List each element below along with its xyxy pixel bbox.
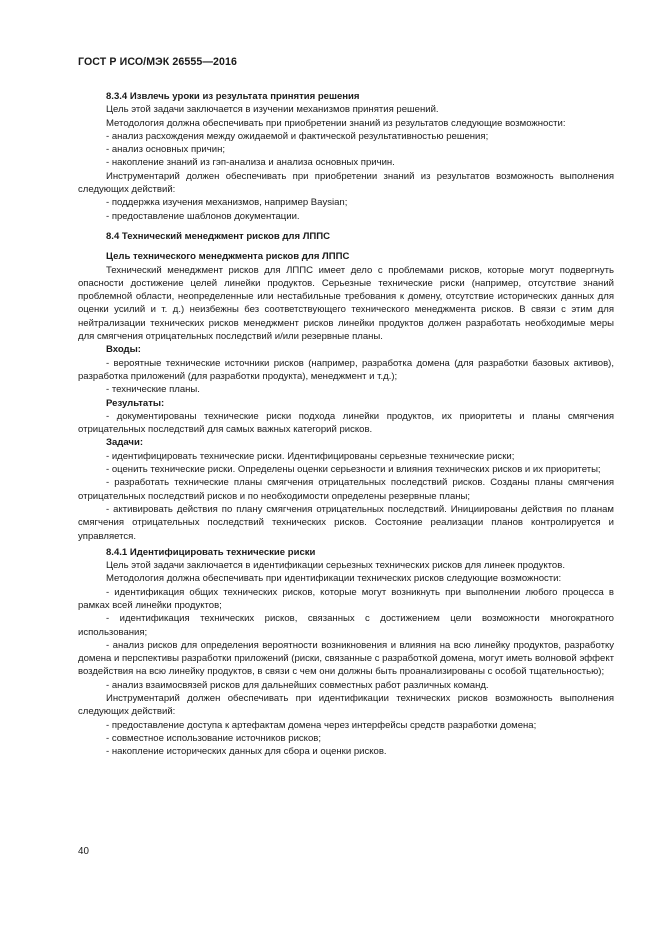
list-item: - оценить технические риски. Определены оценки серьезности и влияния технических рисков и их приоритеты; — [106, 464, 601, 476]
paragraph: Цель этой задачи заключается в идентификации серьезных технических рисков для линеек продуктов. — [106, 560, 565, 572]
list-item: - предоставление доступа к артефактам домена через интерфейсы средств разработки домена; — [106, 719, 537, 731]
subsection-heading: Цель технического менеджмента рисков для ЛППС — [106, 251, 350, 263]
list-item: - предоставление шаблонов документации. — [106, 210, 300, 222]
outputs-label: Результаты: — [106, 397, 165, 409]
list-item: - идентификация общих технических рисков, которые могут возникнуть при выполнении любого процесса в рамках всей линейки продуктов; — [78, 586, 614, 611]
paragraph: Инструментарий должен обеспечивать при идентификации технических рисков возможность выполнения следующих действий: — [78, 693, 614, 718]
paragraph: Технический менеджмент рисков для ЛППС имеет дело с проблемами рисков, которые могут подвергнуть опасности достижение целей линейки продуктов. Серьезные технические риски (например, отсутствие знаний проблемной области, неопределенные или нестабильные требования к домену, отсутствие исторических данных для оценки усилий и т. д.) неизбежны без соответствующего технического менеджмента рисков. В связи с этим для нейтрализации технических рисков менеджмент рисков линейки продуктов должен разработать необходимые меры для смягчения отрицательных последствий и/или резервные планы. — [78, 264, 614, 343]
list-item: - поддержка изучения механизмов, например Baysian; — [106, 197, 348, 209]
list-item: - вероятные технические источники рисков (например, разработка домена (для разработки базовых активов), разработка приложений (для разработки продукта), менеджмент и т.д.); — [78, 357, 614, 382]
list-item: - анализ рисков для определения вероятности возникновения и влияния на всю линейку продуктов, разработку домена и перспективы разработки приложений (риски, связанные с разработкой домена, могут иметь волновой эффект воздействия на всю линейку продуктов, в связи с чем они должны быть проанализированы с особой тщательностью); — [78, 639, 614, 678]
list-item: - анализ взаимосвязей рисков для дальнейших совместных работ различных команд. — [106, 679, 489, 691]
section-8-3-4 — [78, 90, 614, 223]
inputs-label: Входы: — [106, 344, 141, 356]
page-number: 40 — [78, 846, 89, 857]
list-item: - идентификация технических рисков, связанных с достижением цели возможности многократного использования; — [78, 613, 614, 638]
section-8-4 — [78, 230, 614, 543]
paragraph: Методология должна обеспечивать при приобретении знаний из результатов следующие возможности: — [106, 117, 566, 129]
section-heading: 8.3.4 Извлечь уроки из результата принятия решения — [106, 91, 360, 102]
list-item: - анализ расхождения между ожидаемой и фактической результативностью решения; — [106, 130, 489, 142]
list-item: - накопление знаний из гэп-анализа и анализа основных причин. — [106, 157, 395, 169]
list-item: - идентифицировать технические риски. Идентифицированы серьезные технические риски; — [106, 450, 515, 462]
list-item: - разработать технические планы смягчения отрицательных последствий рисков. Созданы планы смягчения отрицательных последствий рисков и по необходимости определены резервные планы; — [78, 477, 614, 502]
paragraph: Цель этой задачи заключается в изучении механизмов принятия решений. — [106, 104, 439, 116]
tasks-label: Задачи: — [106, 437, 144, 449]
section-heading: 8.4 Технический менеджмент рисков для ЛППС — [106, 230, 331, 242]
document-body — [78, 90, 614, 759]
list-item: - технические планы. — [106, 384, 200, 396]
list-item: - совместное использование источников рисков; — [106, 732, 321, 744]
list-item: - анализ основных причин; — [106, 144, 225, 156]
section-8-4-1 — [78, 546, 614, 759]
list-item: - накопление исторических данных для сбора и оценки рисков. — [106, 746, 387, 758]
section-heading: 8.4.1 Идентифицировать технические риски — [106, 546, 316, 558]
list-item: - активировать действия по плану смягчения отрицательных последствий. Инициированы действия по планам смягчения отрицательных последствий технических рисков. Состояние реализации планов контролируется и управляется. — [78, 503, 614, 542]
paragraph: Методология должна обеспечивать при идентификации технических рисков следующие возможности: — [106, 573, 562, 585]
standard-header: ГОСТ Р ИСО/МЭК 26555—2016 — [78, 56, 237, 68]
list-item: - документированы технические риски подхода линейки продуктов, их приоритеты и планы смягчения отрицательных последствий для самых важных категорий рисков. — [78, 410, 614, 436]
paragraph: Инструментарий должен обеспечивать при приобретении знаний из результатов возможность выполнения следующих действий: — [78, 170, 614, 196]
